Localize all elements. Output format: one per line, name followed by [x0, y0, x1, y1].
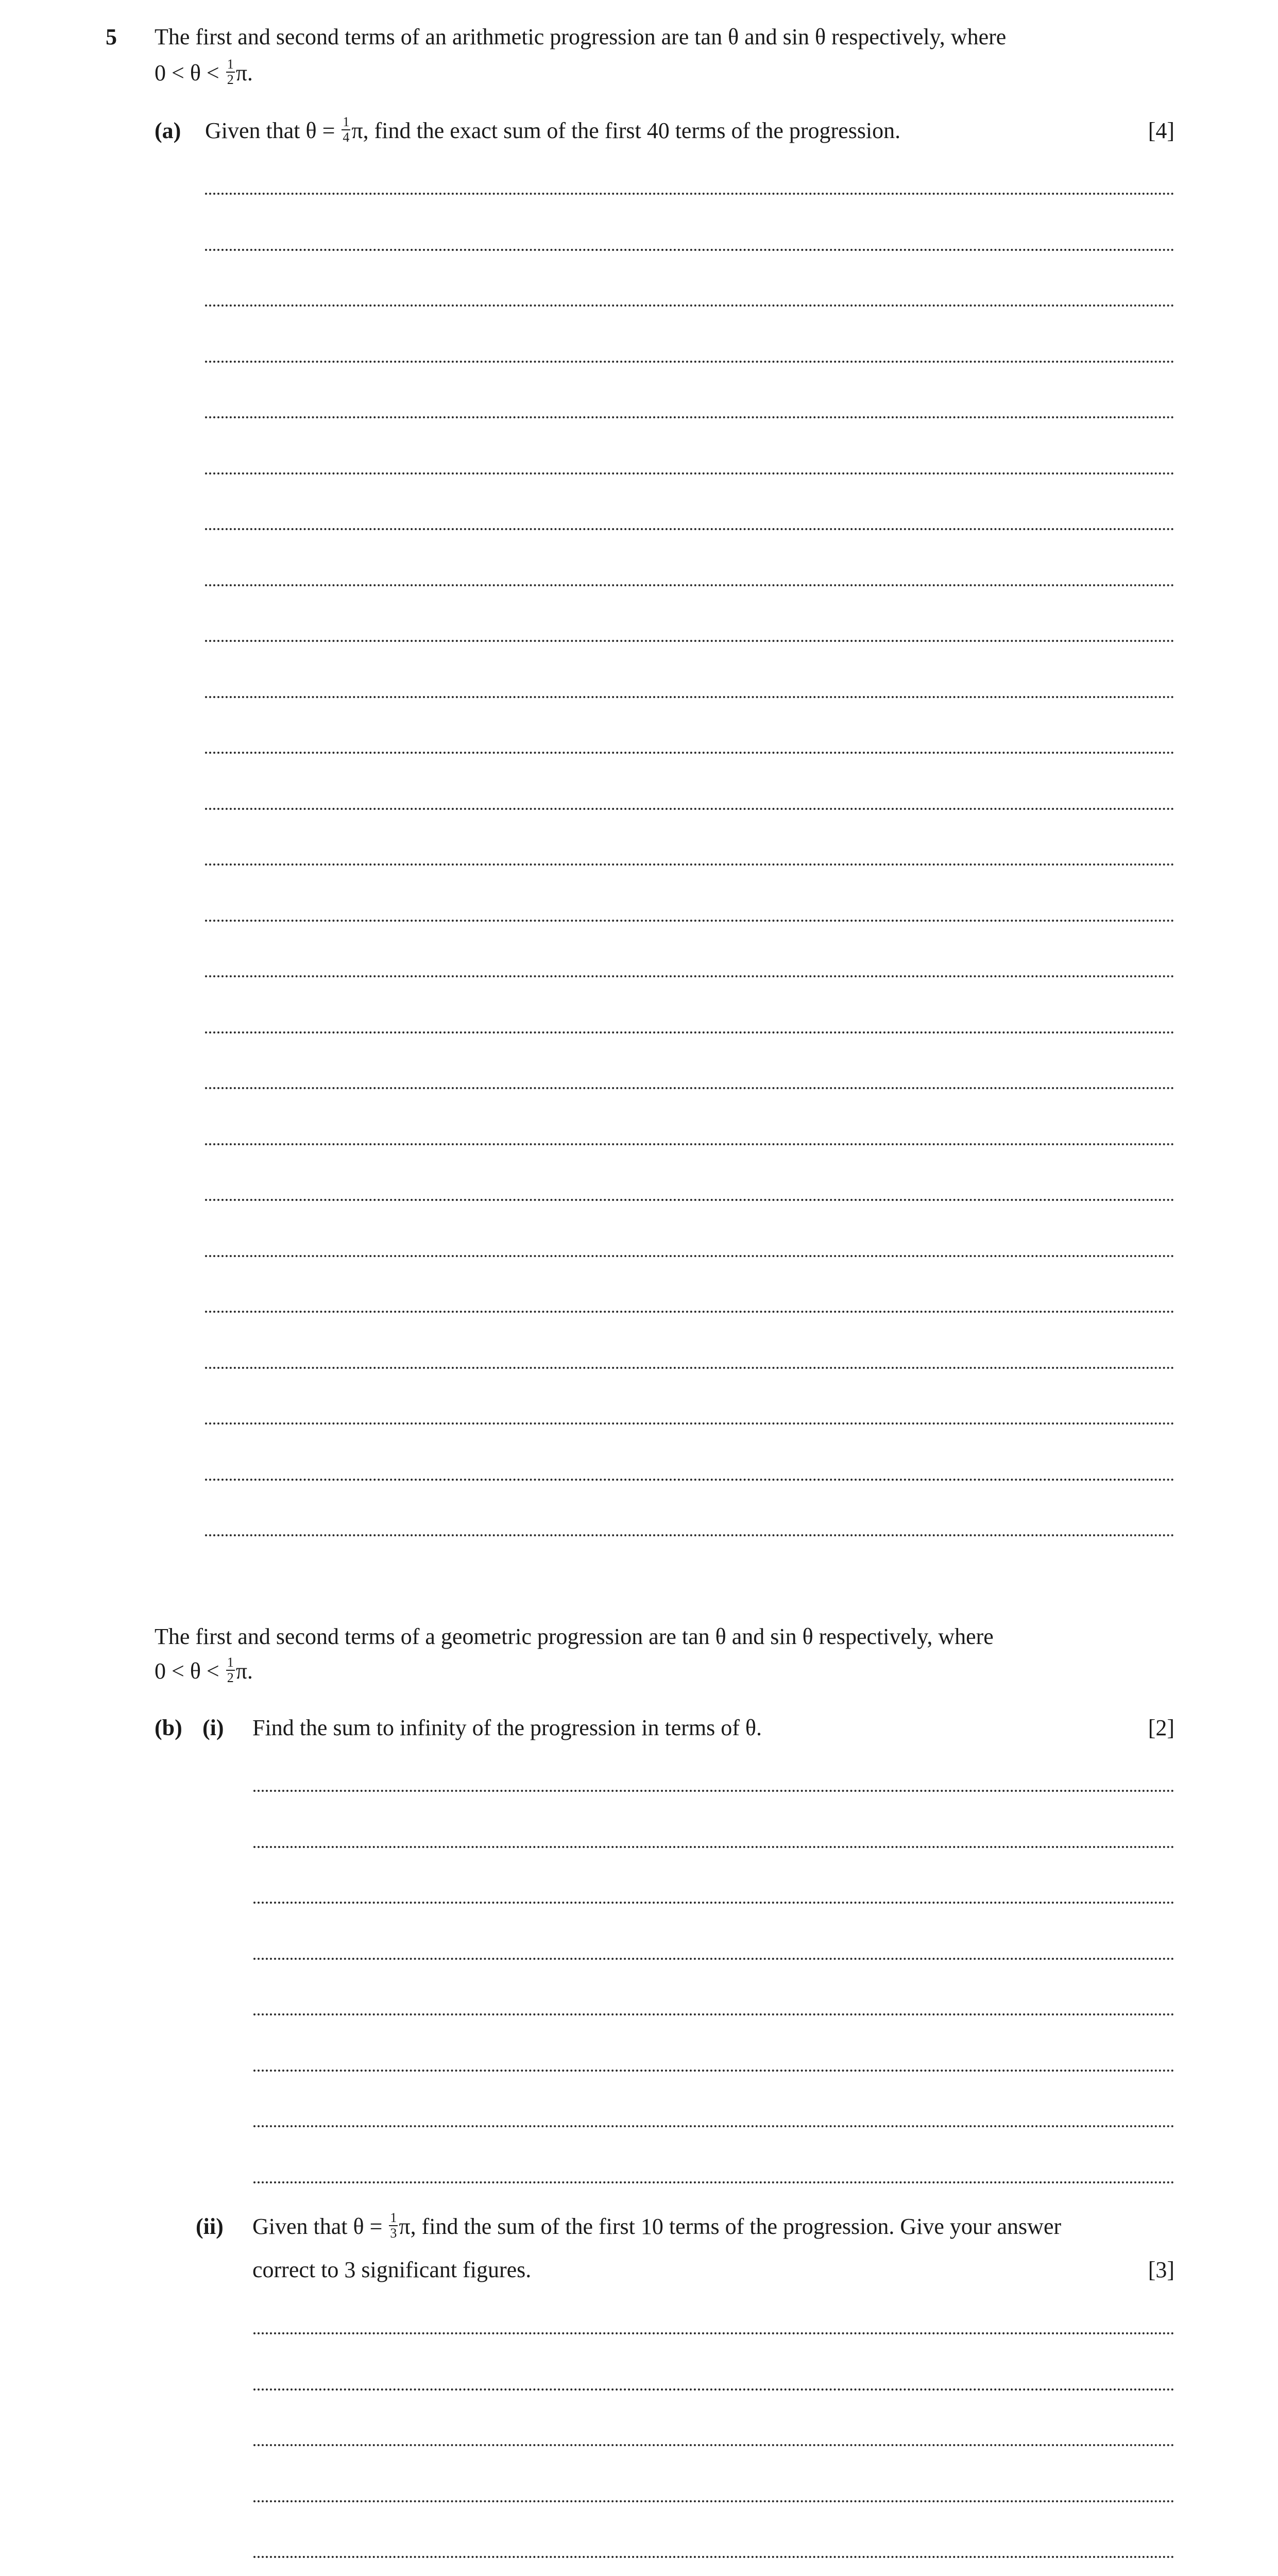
part-a-prompt	[205, 114, 1055, 147]
answer-line[interactable]	[253, 2500, 1174, 2502]
fraction: $\frac{1}{2}$	[227, 1654, 234, 1685]
part-a-text-before: Given that θ =	[205, 118, 335, 143]
part-b-ii-label: (ii)	[196, 2214, 224, 2239]
part-b-ii-prompt	[252, 2210, 1174, 2243]
answer-line[interactable]	[253, 2444, 1174, 2446]
answer-line[interactable]	[205, 416, 1174, 418]
answer-line[interactable]	[205, 808, 1174, 810]
answer-line[interactable]	[253, 2332, 1174, 2334]
question-stem	[155, 21, 1174, 54]
answer-line[interactable]	[205, 1367, 1174, 1369]
answer-line[interactable]	[205, 1087, 1174, 1089]
part-b-i-marks: [2]	[1148, 1715, 1174, 1740]
answer-line[interactable]	[253, 1958, 1174, 1960]
answer-line[interactable]	[205, 1422, 1174, 1425]
answer-line[interactable]	[205, 584, 1174, 586]
answer-line[interactable]	[205, 1311, 1174, 1313]
fraction: $\frac{1}{2}$	[227, 56, 234, 87]
answer-line[interactable]	[205, 193, 1174, 195]
answer-line[interactable]	[205, 249, 1174, 251]
answer-line[interactable]	[205, 975, 1174, 977]
answer-line[interactable]	[253, 2125, 1174, 2127]
condition-right: π.	[235, 1658, 253, 1684]
answer-line[interactable]	[205, 1255, 1174, 1257]
answer-line[interactable]	[253, 1846, 1174, 1848]
answer-line[interactable]	[253, 2556, 1174, 2558]
part-b-ii-prompt-line2: correct to 3 significant figures.	[252, 2257, 532, 2282]
condition-left: 0 < θ <	[155, 1658, 219, 1684]
answer-line[interactable]	[253, 2070, 1174, 2072]
answer-line[interactable]	[205, 1031, 1174, 1033]
fraction: $\frac{1}{3}$	[390, 2210, 397, 2241]
question-stem-condition	[155, 57, 1174, 90]
part-a-marks: [4]	[1148, 118, 1174, 143]
answer-line[interactable]	[205, 640, 1174, 642]
answer-line[interactable]	[205, 920, 1174, 922]
answer-line[interactable]	[205, 1534, 1174, 1536]
answer-line[interactable]	[253, 1790, 1174, 1792]
answer-line[interactable]	[253, 2388, 1174, 2391]
answer-line[interactable]	[205, 696, 1174, 698]
answer-line[interactable]	[205, 472, 1174, 474]
geo-stem	[155, 1620, 1174, 1653]
answer-line[interactable]	[205, 863, 1174, 866]
part-a-text-after: π, find the exact sum of the first 40 terms of the progression.	[351, 118, 901, 143]
part-b-label: (b)	[155, 1715, 182, 1740]
answer-line[interactable]	[253, 1902, 1174, 1904]
part-b-ii-text-before: Given that θ =	[252, 2214, 383, 2239]
condition-right: π.	[235, 60, 253, 86]
part-b-i-label: (i)	[202, 1715, 224, 1740]
answer-line[interactable]	[205, 361, 1174, 363]
question-number: 5	[106, 24, 117, 49]
answer-line[interactable]	[205, 1479, 1174, 1481]
answer-line[interactable]	[205, 528, 1174, 530]
fraction: $\frac{1}{4}$	[343, 114, 350, 145]
answer-line[interactable]	[253, 2013, 1174, 2015]
part-b-ii-text-after: π, find the sum of the first 10 terms of the progression. Give your answer	[399, 2214, 1062, 2239]
answer-line[interactable]	[205, 1199, 1174, 1201]
answer-line[interactable]	[205, 304, 1174, 307]
part-a-label: (a)	[155, 118, 181, 143]
answer-line[interactable]	[253, 2181, 1174, 2183]
part-b-i-prompt: Find the sum to infinity of the progression in terms of θ.	[252, 1715, 762, 1740]
geo-stem-text: The first and second terms of a geometric progression are tan θ and sin θ respectively, where	[155, 1624, 994, 1649]
answer-line[interactable]	[205, 1143, 1174, 1145]
part-b-ii-marks: [3]	[1148, 2257, 1174, 2282]
question-stem-text: The first and second terms of an arithmetic progression are tan θ and sin θ respectively, where	[155, 24, 1007, 49]
geo-stem-condition	[155, 1655, 1174, 1688]
answer-line[interactable]	[205, 752, 1174, 754]
condition-left: 0 < θ <	[155, 60, 219, 86]
